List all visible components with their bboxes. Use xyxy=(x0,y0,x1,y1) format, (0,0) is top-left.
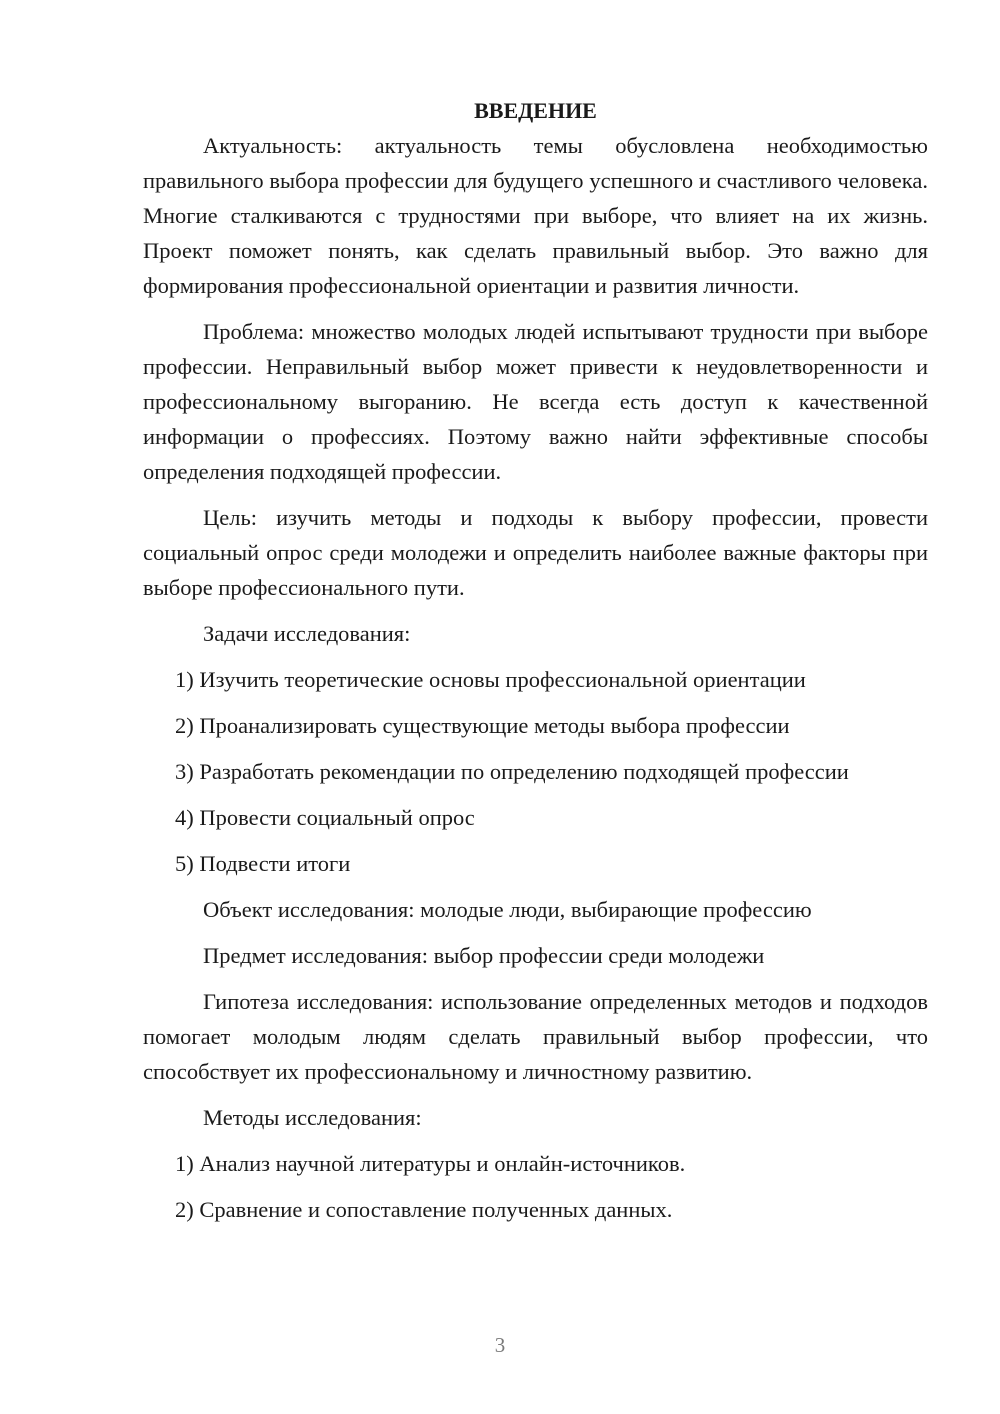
method-item: 2) Сравнение и сопоставление полученных данных. xyxy=(175,1197,673,1222)
method-item: 1) Анализ научной литературы и онлайн-источников. xyxy=(175,1151,686,1176)
task-item: 4) Провести социальный опрос xyxy=(175,805,475,830)
goal-paragraph: Цель: изучить методы и подходы к выбору профессии, провести социальный опрос среди молодежи и определить наиболее важные факторы при выборе профессионального пути. xyxy=(143,505,928,600)
task-item: 1) Изучить теоретические основы профессиональной ориентации xyxy=(175,667,806,692)
task-item: 2) Проанализировать существующие методы выбора профессии xyxy=(175,713,790,738)
page-title: ВВЕДЕНИЕ xyxy=(474,98,597,123)
page-content xyxy=(143,93,928,1227)
page-number: 3 xyxy=(494,1333,506,1357)
task-item: 3) Разработать рекомендации по определению подходящей профессии xyxy=(175,759,849,784)
task-item: 5) Подвести итоги xyxy=(175,851,351,876)
relevance-paragraph: Актуальность: актуальность темы обусловлена необходимостью правильного выбора профессии для будущего успешного и счастливого человека. Многие сталкиваются с трудностями при выборе, что влияет на их жизнь. Проект поможет понять, как сделать правильный выбор. Это важно для формирования профессиональной ориентации и развития личности. xyxy=(143,133,928,298)
research-object: Объект исследования: молодые люди, выбирающие профессию xyxy=(203,897,812,922)
tasks-heading: Задачи исследования: xyxy=(203,621,411,646)
hypothesis-paragraph: Гипотеза исследования: использование определенных методов и подходов помогает молодым людям сделать правильный выбор профессии, что способствует их профессиональному и личностному развитию. xyxy=(143,989,928,1084)
methods-heading: Методы исследования: xyxy=(203,1105,422,1130)
research-subject: Предмет исследования: выбор профессии среди молодежи xyxy=(203,943,765,968)
problem-paragraph: Проблема: множество молодых людей испытывают трудности при выборе профессии. Неправильный выбор может привести к неудовлетворенности и профессиональному выгоранию. Не всегда есть доступ к качественной информации о профессиях. Поэтому важно найти эффективные способы определения подходящей профессии. xyxy=(143,319,928,484)
